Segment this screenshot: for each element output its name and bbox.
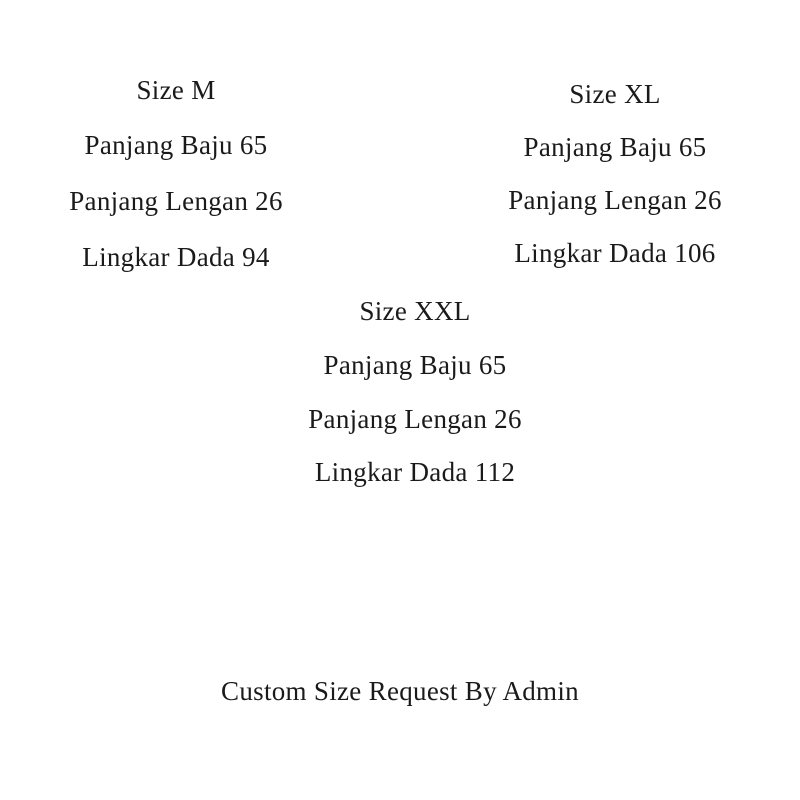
size-m-title: Size M xyxy=(136,75,216,105)
size-xl-panjang-lengan: Panjang Lengan 26 xyxy=(508,185,722,215)
footer-block xyxy=(150,0,650,720)
custom-size-note: Custom Size Request By Admin xyxy=(221,676,579,706)
size-m-panjang-lengan: Panjang Lengan 26 xyxy=(69,186,283,216)
size-xl-lingkar-dada: Lingkar Dada 106 xyxy=(514,238,716,268)
size-xxl-panjang-baju: Panjang Baju 65 xyxy=(323,350,507,380)
size-m-lingkar-dada: Lingkar Dada 94 xyxy=(82,242,270,272)
size-xl-title: Size XL xyxy=(569,79,661,109)
size-m-panjang-baju: Panjang Baju 65 xyxy=(84,130,268,160)
size-xxl-panjang-lengan: Panjang Lengan 26 xyxy=(308,404,522,434)
size-xxl-title: Size XXL xyxy=(359,296,471,326)
size-xl-panjang-baju: Panjang Baju 65 xyxy=(523,132,707,162)
size-xxl-lingkar-dada: Lingkar Dada 112 xyxy=(314,457,516,487)
